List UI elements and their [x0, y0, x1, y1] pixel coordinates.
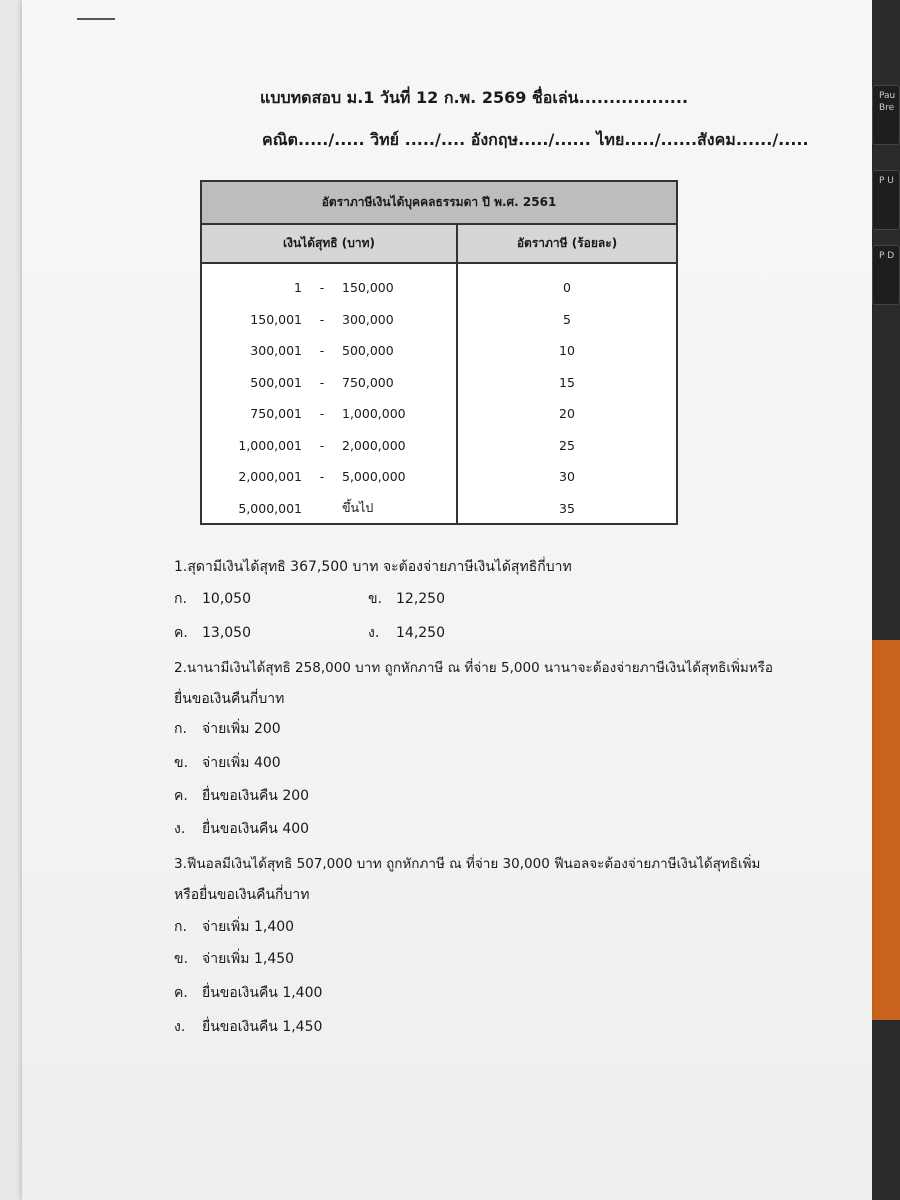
tax-rates-column — [458, 262, 676, 523]
range-separator: - — [319, 280, 325, 296]
option-text: ยื่นขอเงินคืน 1,400 — [202, 985, 323, 1001]
range-separator: - — [319, 469, 325, 485]
range-from: 150,001 — [250, 311, 302, 327]
range-from: 500,001 — [250, 374, 302, 390]
table-row — [202, 430, 456, 462]
keyboard-key-pause: Pau Bre — [872, 85, 900, 145]
range-to: ขึ้นไป — [342, 500, 374, 516]
option-label: ค. — [174, 985, 188, 1001]
keyboard-key-pagedown: P D — [872, 245, 900, 305]
table-row — [202, 272, 456, 304]
q3-option-d[interactable] — [174, 1016, 322, 1038]
range-to: 5,000,000 — [342, 469, 406, 485]
tax-rate-cell: 35 — [559, 500, 575, 516]
table-row — [202, 335, 456, 367]
q2-option-b[interactable] — [174, 752, 281, 774]
option-label: ก. — [174, 919, 187, 935]
table-row — [202, 367, 456, 399]
tax-rate-cell: 25 — [559, 437, 575, 453]
option-label: ง. — [174, 1019, 186, 1035]
option-text: 10,050 — [202, 591, 251, 607]
option-text: 14,250 — [396, 625, 445, 641]
table-row — [202, 304, 456, 336]
question-1: 1.สุดามีเงินได้สุทธิ 367,500 บาท จะต้องจ่ายภาษีเงินได้สุทธิกี่บาท — [174, 559, 572, 575]
q2-option-c[interactable] — [174, 785, 309, 807]
option-text: จ่ายเพิ่ม 200 — [202, 721, 281, 737]
question-2: 2.นานามีเงินได้สุทธิ 258,000 บาท ถูกหักภาษี ณ ที่จ่าย 5,000 นานาจะต้องจ่ายภาษีเงินได้สุทธิเพิ่มหรือ — [174, 660, 774, 676]
income-ranges-column — [202, 262, 458, 523]
q1-option-c[interactable] — [174, 622, 251, 644]
q2-option-a[interactable] — [174, 718, 281, 740]
tax-rate-table — [200, 180, 678, 525]
question-3: 3.ฟีนอลมีเงินได้สุทธิ 507,000 บาท ถูกหักภาษี ณ ที่จ่าย 30,000 ฟีนอลจะต้องจ่ายภาษีเงินได้สุทธิเพิ่ม — [174, 856, 761, 872]
range-separator: - — [319, 311, 325, 327]
option-label: ข. — [368, 591, 383, 607]
range-to: 750,000 — [342, 374, 394, 390]
range-to: 500,000 — [342, 343, 394, 359]
table-row — [202, 398, 456, 430]
range-from: 300,001 — [250, 343, 302, 359]
question-3-cont: หรือยื่นขอเงินคืนกี่บาท — [174, 887, 310, 903]
option-text: จ่ายเพิ่ม 1,450 — [202, 951, 295, 967]
table-body — [202, 262, 676, 523]
range-to: 2,000,000 — [342, 437, 406, 453]
q3-option-a[interactable] — [174, 916, 294, 938]
option-label: ก. — [174, 721, 187, 737]
range-from: 5,000,001 — [238, 500, 302, 516]
option-label: ง. — [174, 821, 186, 837]
table-row — [202, 461, 456, 493]
option-label: ข. — [174, 755, 189, 771]
exam-title: แบบทดสอบ ม.1 วันที่ 12 ก.พ. 2569 ชื่อเล่น.................. — [260, 88, 689, 107]
q2-option-d[interactable] — [174, 818, 309, 840]
option-text: จ่ายเพิ่ม 400 — [202, 755, 281, 771]
option-text: ยื่นขอเงินคืน 400 — [202, 821, 310, 837]
header-net-income: เงินได้สุทธิ (บาท) — [202, 225, 458, 262]
question-2-cont: ยื่นขอเงินคืนกี่บาท — [174, 691, 285, 707]
tax-rate-cell: 10 — [559, 343, 575, 359]
range-from: 1 — [294, 280, 302, 296]
range-separator: - — [319, 406, 325, 422]
exam-sheet — [22, 0, 872, 1200]
tax-rate-cell: 20 — [559, 406, 575, 422]
option-text: 13,050 — [202, 625, 251, 641]
subject-scores-line: คณิต...../..... วิทย์ ...../.... อังกฤษ...../...... ไทย...../......สังคม....../..... — [262, 130, 809, 149]
header-tax-rate: อัตราภาษี (ร้อยละ) — [516, 236, 618, 250]
tax-rate-cell: 30 — [559, 469, 575, 485]
range-separator: - — [319, 343, 325, 359]
range-from: 1,000,001 — [238, 437, 302, 453]
table-row — [202, 493, 456, 525]
option-label: ข. — [174, 951, 189, 967]
range-separator: - — [319, 437, 325, 453]
range-to: 150,000 — [342, 280, 394, 296]
range-from: 2,000,001 — [238, 469, 302, 485]
table-header-row — [202, 225, 676, 264]
tax-rate-cell: 5 — [563, 311, 571, 327]
range-to: 300,000 — [342, 311, 394, 327]
option-text: 12,250 — [396, 591, 445, 607]
background-object — [872, 640, 900, 1020]
option-label: ง. — [368, 625, 380, 641]
tax-rate-cell: 15 — [559, 374, 575, 390]
pen-mark — [77, 18, 115, 20]
keyboard-key-pageup: P U — [872, 170, 900, 230]
option-text: จ่ายเพิ่ม 1,400 — [202, 919, 295, 935]
option-text: ยื่นขอเงินคืน 200 — [202, 788, 310, 804]
tax-rate-cell: 0 — [563, 280, 571, 296]
option-label: ก. — [174, 591, 187, 607]
range-from: 750,001 — [250, 406, 302, 422]
q1-option-a[interactable] — [174, 588, 251, 610]
table-title: อัตราภาษีเงินได้บุคคลธรรมดา ปี พ.ศ. 2561 — [202, 182, 676, 225]
option-text: ยื่นขอเงินคืน 1,450 — [202, 1019, 323, 1035]
option-label: ค. — [174, 625, 188, 641]
q1-option-d[interactable] — [368, 622, 445, 644]
q3-option-c[interactable] — [174, 982, 322, 1004]
range-to: 1,000,000 — [342, 406, 406, 422]
option-label: ค. — [174, 788, 188, 804]
q1-option-b[interactable] — [368, 588, 445, 610]
range-separator: - — [319, 374, 325, 390]
q3-option-b[interactable] — [174, 948, 294, 970]
